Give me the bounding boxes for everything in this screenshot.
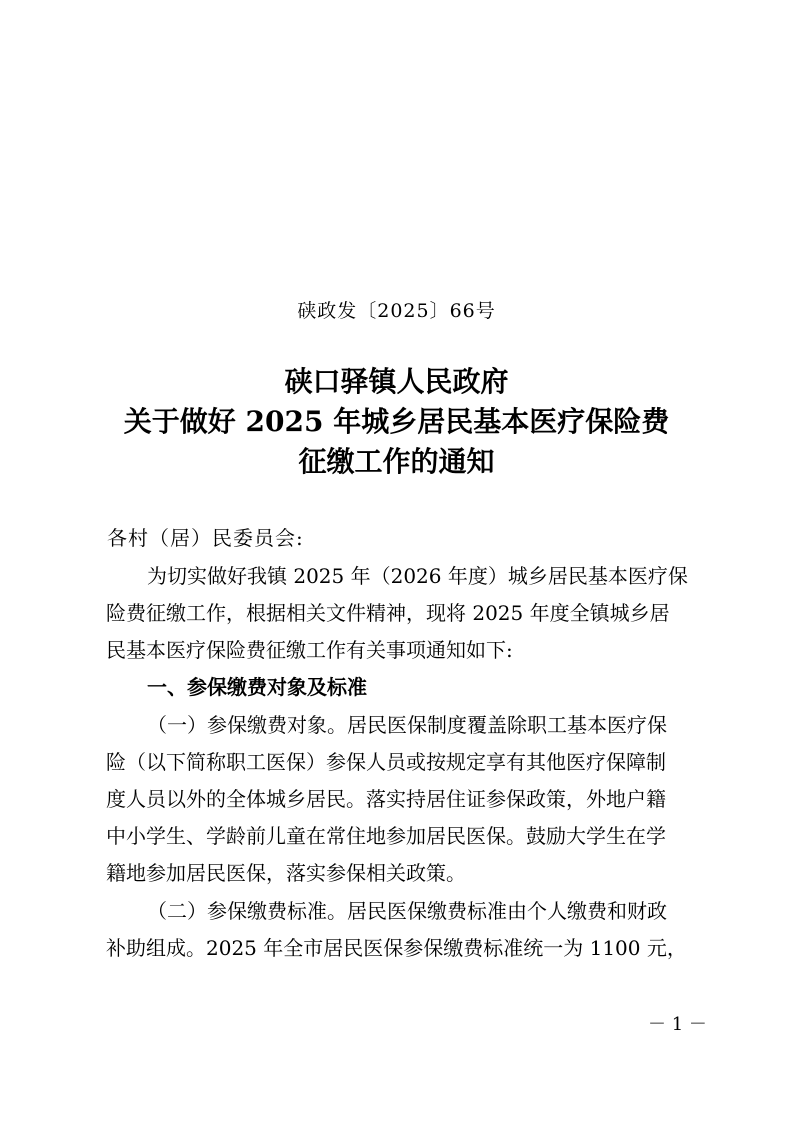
sub1-line-4: 中小学生、学龄前儿童在常住地参加居民医保。鼓励大学生在学 (106, 824, 666, 848)
sub1-line-2: 险（以下简称职工医保）参保人员或按规定享有其他医疗保障制 (106, 750, 666, 774)
title-line-3: 征缴工作的通知 (298, 445, 495, 478)
document-number: 硖政发〔2025〕66号 (297, 300, 496, 322)
document-title (0, 362, 793, 482)
page-number: － 1 － (648, 1014, 707, 1035)
title-line-2: 关于做好 2025 年城乡居民基本医疗保险费 (123, 405, 670, 438)
sub1-line-3: 度人员以外的全体城乡居民。落实持居住证参保政策，外地户籍 (106, 787, 666, 811)
sub1-line-1: （一）参保缴费对象。居民医保制度覆盖除职工基本医疗保 (147, 713, 667, 737)
intro-line-2: 险费征缴工作，根据相关文件精神，现将 2025 年度全镇城乡居 (106, 601, 670, 625)
sub1-line-5: 籍地参加居民医保，落实参保相关政策。 (106, 861, 466, 885)
sub2-line-1: （二）参保缴费标准。居民医保缴费标准由个人缴费和财政 (147, 899, 667, 923)
section-heading-1: 一、参保缴费对象及标准 (147, 675, 367, 699)
intro-line-1: 为切实做好我镇 2025 年（2026 年度）城乡居民基本医疗保 (147, 564, 688, 588)
sub2-line-2: 补助组成。2025 年全市居民医保参保缴费标准统一为 1100 元， (106, 936, 687, 960)
salutation: 各村（居）民委员会: (107, 526, 304, 550)
intro-line-3: 民基本医疗保险费征缴工作有关事项通知如下: (106, 638, 513, 662)
title-line-1: 硖口驿镇人民政府 (284, 365, 509, 398)
